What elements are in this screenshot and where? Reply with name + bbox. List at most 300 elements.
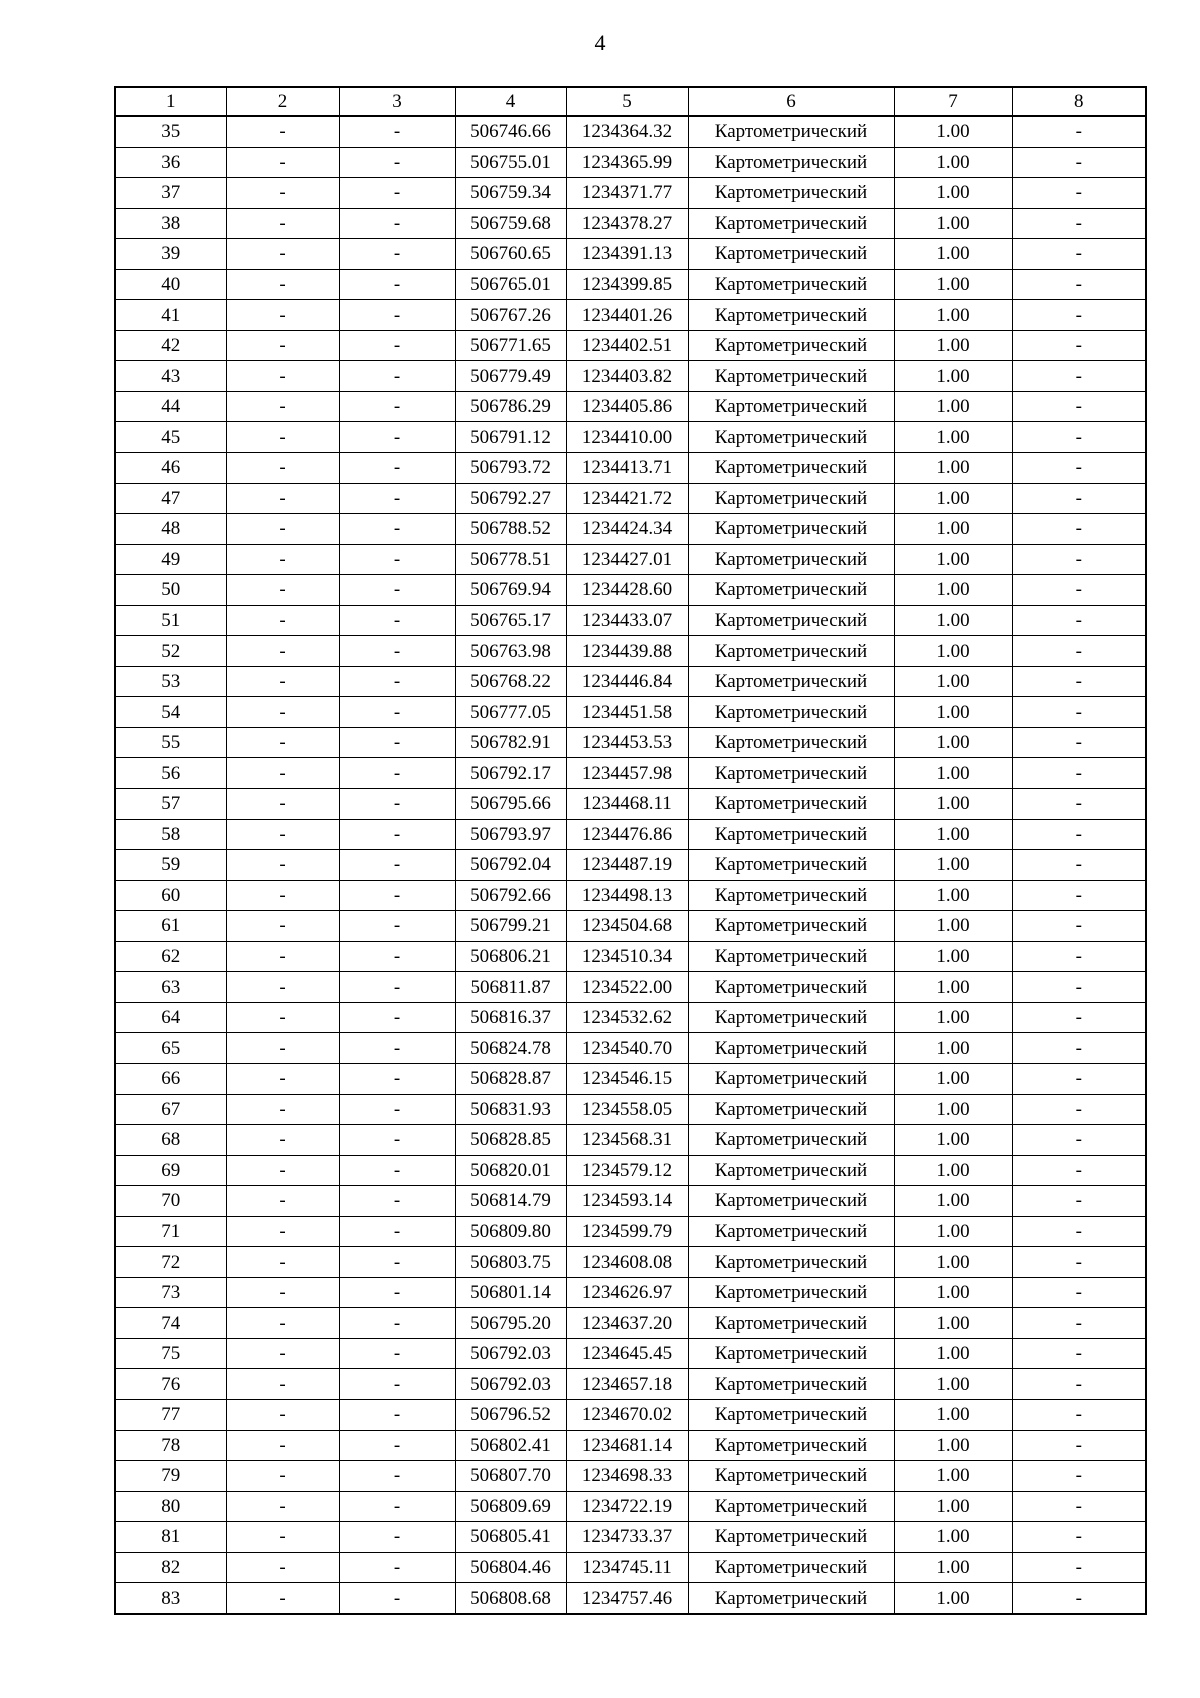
table-cell: Картометрический bbox=[688, 605, 894, 636]
table-cell: 1.00 bbox=[894, 605, 1012, 636]
table-cell: 74 bbox=[115, 1308, 226, 1339]
table-cell: - bbox=[1012, 1063, 1146, 1094]
table-cell: 1.00 bbox=[894, 697, 1012, 728]
table-cell: Картометрический bbox=[688, 911, 894, 942]
table-cell: 506765.17 bbox=[455, 605, 566, 636]
table-row bbox=[115, 147, 1146, 178]
table-cell: 1234681.14 bbox=[566, 1430, 688, 1461]
table-cell: - bbox=[339, 1461, 455, 1492]
table-cell: 75 bbox=[115, 1338, 226, 1369]
table-cell: - bbox=[339, 208, 455, 239]
table-cell: Картометрический bbox=[688, 789, 894, 820]
table-cell: 71 bbox=[115, 1216, 226, 1247]
table-cell: 1234645.45 bbox=[566, 1338, 688, 1369]
table-cell: - bbox=[339, 1186, 455, 1217]
table-row bbox=[115, 819, 1146, 850]
table-cell: Картометрический bbox=[688, 850, 894, 881]
table-cell: 70 bbox=[115, 1186, 226, 1217]
table-cell: 506802.41 bbox=[455, 1430, 566, 1461]
table-row bbox=[115, 1522, 1146, 1553]
table-cell: - bbox=[1012, 208, 1146, 239]
table-cell: - bbox=[1012, 1002, 1146, 1033]
table-cell: 1.00 bbox=[894, 300, 1012, 331]
table-body bbox=[115, 116, 1146, 1614]
table-cell: - bbox=[1012, 300, 1146, 331]
table-cell: Картометрический bbox=[688, 880, 894, 911]
table-cell: 506759.34 bbox=[455, 178, 566, 209]
table-cell: - bbox=[1012, 789, 1146, 820]
table-cell: - bbox=[226, 575, 339, 606]
table-row bbox=[115, 269, 1146, 300]
table-row bbox=[115, 575, 1146, 606]
table-cell: 506808.68 bbox=[455, 1583, 566, 1614]
table-cell: 55 bbox=[115, 727, 226, 758]
table-cell: 1234378.27 bbox=[566, 208, 688, 239]
table-cell: - bbox=[226, 453, 339, 484]
table-cell: 506786.29 bbox=[455, 391, 566, 422]
table-cell: - bbox=[1012, 330, 1146, 361]
table-row bbox=[115, 178, 1146, 209]
table-cell: 506803.75 bbox=[455, 1247, 566, 1278]
table-row bbox=[115, 727, 1146, 758]
table-cell: 1.00 bbox=[894, 544, 1012, 575]
table-cell: Картометрический bbox=[688, 1491, 894, 1522]
table-row bbox=[115, 1491, 1146, 1522]
table-row bbox=[115, 850, 1146, 881]
table-cell: 1234599.79 bbox=[566, 1216, 688, 1247]
table-cell: Картометрический bbox=[688, 1033, 894, 1064]
table-cell: - bbox=[339, 300, 455, 331]
table-cell: 506763.98 bbox=[455, 636, 566, 667]
table-cell: 81 bbox=[115, 1522, 226, 1553]
table-cell: - bbox=[1012, 819, 1146, 850]
table-row bbox=[115, 1002, 1146, 1033]
table-cell: 67 bbox=[115, 1094, 226, 1125]
table-cell: 62 bbox=[115, 941, 226, 972]
table-cell: 1234439.88 bbox=[566, 636, 688, 667]
table-cell: - bbox=[1012, 1186, 1146, 1217]
table-cell: Картометрический bbox=[688, 330, 894, 361]
table-cell: 1234579.12 bbox=[566, 1155, 688, 1186]
table-cell: 1234568.31 bbox=[566, 1125, 688, 1156]
table-cell: Картометрический bbox=[688, 1002, 894, 1033]
table-cell: - bbox=[226, 422, 339, 453]
table-cell: 1234402.51 bbox=[566, 330, 688, 361]
table-cell: Картометрический bbox=[688, 666, 894, 697]
table-cell: - bbox=[339, 514, 455, 545]
table-cell: 1.00 bbox=[894, 1430, 1012, 1461]
table-cell: Картометрический bbox=[688, 361, 894, 392]
table-cell: 1234532.62 bbox=[566, 1002, 688, 1033]
table-cell: 506778.51 bbox=[455, 544, 566, 575]
table-cell: Картометрический bbox=[688, 697, 894, 728]
table-cell: 1234657.18 bbox=[566, 1369, 688, 1400]
header-cell: 6 bbox=[688, 87, 894, 116]
table-cell: - bbox=[339, 636, 455, 667]
table-cell: - bbox=[1012, 1522, 1146, 1553]
table-cell: 1.00 bbox=[894, 819, 1012, 850]
table-cell: - bbox=[1012, 269, 1146, 300]
table-cell: 506799.21 bbox=[455, 911, 566, 942]
table-cell: 61 bbox=[115, 911, 226, 942]
table-row bbox=[115, 1186, 1146, 1217]
table-cell: - bbox=[1012, 575, 1146, 606]
table-cell: 1.00 bbox=[894, 1369, 1012, 1400]
table-cell: 1.00 bbox=[894, 789, 1012, 820]
table-cell: 1.00 bbox=[894, 422, 1012, 453]
table-cell: 506792.27 bbox=[455, 483, 566, 514]
table-cell: 506809.80 bbox=[455, 1216, 566, 1247]
table-cell: 1.00 bbox=[894, 330, 1012, 361]
table-cell: - bbox=[226, 208, 339, 239]
table-cell: - bbox=[339, 147, 455, 178]
table-cell: - bbox=[226, 544, 339, 575]
table-cell: Картометрический bbox=[688, 483, 894, 514]
table-cell: - bbox=[226, 1430, 339, 1461]
table-cell: - bbox=[339, 1002, 455, 1033]
table-cell: 506746.66 bbox=[455, 116, 566, 147]
table-cell: 79 bbox=[115, 1461, 226, 1492]
table-row bbox=[115, 880, 1146, 911]
table-cell: 1234399.85 bbox=[566, 269, 688, 300]
table-cell: Картометрический bbox=[688, 1186, 894, 1217]
table-cell: 1234698.33 bbox=[566, 1461, 688, 1492]
table-row bbox=[115, 1033, 1146, 1064]
table-cell: 1.00 bbox=[894, 1094, 1012, 1125]
table-cell: Картометрический bbox=[688, 1125, 894, 1156]
table-cell: 506807.70 bbox=[455, 1461, 566, 1492]
table-row bbox=[115, 1369, 1146, 1400]
table-cell: 1234457.98 bbox=[566, 758, 688, 789]
table-cell: 1.00 bbox=[894, 116, 1012, 147]
table-cell: 506792.17 bbox=[455, 758, 566, 789]
table-cell: - bbox=[1012, 1430, 1146, 1461]
table-cell: 506793.97 bbox=[455, 819, 566, 850]
table-cell: - bbox=[339, 1491, 455, 1522]
table-cell: - bbox=[339, 544, 455, 575]
table-cell: 506779.49 bbox=[455, 361, 566, 392]
table-cell: - bbox=[1012, 758, 1146, 789]
table-cell: Картометрический bbox=[688, 178, 894, 209]
table-cell: 1.00 bbox=[894, 1399, 1012, 1430]
table-cell: 1234558.05 bbox=[566, 1094, 688, 1125]
table-cell: Картометрический bbox=[688, 575, 894, 606]
table-row bbox=[115, 1094, 1146, 1125]
table-cell: 1.00 bbox=[894, 1491, 1012, 1522]
table-cell: - bbox=[1012, 453, 1146, 484]
table-cell: - bbox=[1012, 911, 1146, 942]
table-cell: 506792.03 bbox=[455, 1338, 566, 1369]
table-cell: 1.00 bbox=[894, 727, 1012, 758]
table-cell: - bbox=[339, 391, 455, 422]
table-cell: 506768.22 bbox=[455, 666, 566, 697]
table-cell: 1234522.00 bbox=[566, 972, 688, 1003]
table-cell: - bbox=[1012, 422, 1146, 453]
table-cell: - bbox=[1012, 605, 1146, 636]
table-cell: 1.00 bbox=[894, 1552, 1012, 1583]
table-cell: 1234428.60 bbox=[566, 575, 688, 606]
table-cell: - bbox=[226, 361, 339, 392]
table-cell: - bbox=[1012, 941, 1146, 972]
table-cell: 506788.52 bbox=[455, 514, 566, 545]
table-cell: 41 bbox=[115, 300, 226, 331]
table-cell: - bbox=[226, 850, 339, 881]
table-cell: 1234757.46 bbox=[566, 1583, 688, 1614]
table-cell: 1.00 bbox=[894, 208, 1012, 239]
table-cell: - bbox=[226, 239, 339, 270]
table-cell: 1.00 bbox=[894, 1186, 1012, 1217]
table-cell: 506755.01 bbox=[455, 147, 566, 178]
table-cell: 506828.85 bbox=[455, 1125, 566, 1156]
table-cell: 69 bbox=[115, 1155, 226, 1186]
table-cell: 1234401.26 bbox=[566, 300, 688, 331]
table-cell: - bbox=[1012, 850, 1146, 881]
table-cell: - bbox=[1012, 483, 1146, 514]
table-cell: 1234371.77 bbox=[566, 178, 688, 209]
table-cell: - bbox=[226, 636, 339, 667]
table-row bbox=[115, 697, 1146, 728]
table-cell: - bbox=[339, 575, 455, 606]
table-cell: 506806.21 bbox=[455, 941, 566, 972]
table-cell: 80 bbox=[115, 1491, 226, 1522]
table-cell: - bbox=[339, 605, 455, 636]
table-cell: 506820.01 bbox=[455, 1155, 566, 1186]
table-cell: 1234510.34 bbox=[566, 941, 688, 972]
table-cell: 506814.79 bbox=[455, 1186, 566, 1217]
table-cell: - bbox=[339, 972, 455, 1003]
table-cell: - bbox=[339, 727, 455, 758]
table-cell: - bbox=[339, 1308, 455, 1339]
table-cell: 66 bbox=[115, 1063, 226, 1094]
table-cell: 1.00 bbox=[894, 880, 1012, 911]
table-cell: - bbox=[339, 330, 455, 361]
table-cell: - bbox=[1012, 636, 1146, 667]
table-cell: 76 bbox=[115, 1369, 226, 1400]
table-cell: - bbox=[1012, 1094, 1146, 1125]
table-cell: 59 bbox=[115, 850, 226, 881]
table-cell: Картометрический bbox=[688, 1308, 894, 1339]
table-cell: 1234453.53 bbox=[566, 727, 688, 758]
table-cell: 506793.72 bbox=[455, 453, 566, 484]
table-cell: - bbox=[226, 880, 339, 911]
table-cell: - bbox=[226, 1461, 339, 1492]
table-cell: - bbox=[339, 880, 455, 911]
table-cell: 1234722.19 bbox=[566, 1491, 688, 1522]
table-cell: 1.00 bbox=[894, 1002, 1012, 1033]
table-cell: 1.00 bbox=[894, 1216, 1012, 1247]
header-cell: 8 bbox=[1012, 87, 1146, 116]
table-cell: 506792.04 bbox=[455, 850, 566, 881]
table-cell: - bbox=[226, 391, 339, 422]
table-cell: 56 bbox=[115, 758, 226, 789]
table-cell: Картометрический bbox=[688, 758, 894, 789]
table-cell: - bbox=[339, 1399, 455, 1430]
table-cell: 1.00 bbox=[894, 1063, 1012, 1094]
table-cell: Картометрический bbox=[688, 391, 894, 422]
table-cell: Картометрический bbox=[688, 1369, 894, 1400]
table-cell: - bbox=[226, 1338, 339, 1369]
table-cell: - bbox=[226, 1583, 339, 1614]
table-cell: - bbox=[339, 361, 455, 392]
table-cell: 63 bbox=[115, 972, 226, 1003]
table-cell: 1.00 bbox=[894, 514, 1012, 545]
table-cell: - bbox=[226, 147, 339, 178]
table-cell: - bbox=[226, 1216, 339, 1247]
table-cell: 1.00 bbox=[894, 575, 1012, 606]
table-cell: - bbox=[226, 1491, 339, 1522]
table-cell: Картометрический bbox=[688, 1522, 894, 1553]
table-cell: 506816.37 bbox=[455, 1002, 566, 1033]
table-cell: 506769.94 bbox=[455, 575, 566, 606]
table-cell: Картометрический bbox=[688, 941, 894, 972]
table-cell: - bbox=[226, 666, 339, 697]
table-cell: Картометрический bbox=[688, 544, 894, 575]
table-cell: - bbox=[339, 850, 455, 881]
table-cell: 48 bbox=[115, 514, 226, 545]
table-cell: 1.00 bbox=[894, 178, 1012, 209]
table-cell: Картометрический bbox=[688, 972, 894, 1003]
table-cell: 506795.66 bbox=[455, 789, 566, 820]
table-cell: 506777.05 bbox=[455, 697, 566, 728]
table-cell: - bbox=[339, 697, 455, 728]
table-row bbox=[115, 1338, 1146, 1369]
table-cell: 1234670.02 bbox=[566, 1399, 688, 1430]
table-cell: 1234410.00 bbox=[566, 422, 688, 453]
header-cell: 7 bbox=[894, 87, 1012, 116]
table-cell: - bbox=[226, 483, 339, 514]
table-cell: 43 bbox=[115, 361, 226, 392]
table-row bbox=[115, 300, 1146, 331]
table-cell: 46 bbox=[115, 453, 226, 484]
table-row bbox=[115, 1063, 1146, 1094]
table-cell: 506805.41 bbox=[455, 1522, 566, 1553]
table-row bbox=[115, 422, 1146, 453]
table-cell: 83 bbox=[115, 1583, 226, 1614]
table-cell: 506792.66 bbox=[455, 880, 566, 911]
table-cell: 506765.01 bbox=[455, 269, 566, 300]
table-cell: 39 bbox=[115, 239, 226, 270]
table-header bbox=[115, 87, 1146, 116]
table-cell: Картометрический bbox=[688, 514, 894, 545]
header-cell: 5 bbox=[566, 87, 688, 116]
table-cell: 1234451.58 bbox=[566, 697, 688, 728]
table-row bbox=[115, 116, 1146, 147]
table-row bbox=[115, 453, 1146, 484]
table-cell: 1.00 bbox=[894, 636, 1012, 667]
table-row bbox=[115, 361, 1146, 392]
table-cell: - bbox=[226, 1155, 339, 1186]
table-cell: 1.00 bbox=[894, 1033, 1012, 1064]
table-cell: - bbox=[1012, 1369, 1146, 1400]
table-cell: Картометрический bbox=[688, 1247, 894, 1278]
table-cell: - bbox=[226, 269, 339, 300]
table-cell: - bbox=[226, 758, 339, 789]
table-cell: - bbox=[339, 819, 455, 850]
table-cell: - bbox=[1012, 1491, 1146, 1522]
table-cell: - bbox=[339, 1552, 455, 1583]
table-row bbox=[115, 1461, 1146, 1492]
table-row bbox=[115, 1155, 1146, 1186]
table-cell: 1234433.07 bbox=[566, 605, 688, 636]
table-cell: Картометрический bbox=[688, 727, 894, 758]
table-row bbox=[115, 1552, 1146, 1583]
table-cell: 1.00 bbox=[894, 1247, 1012, 1278]
header-row bbox=[115, 87, 1146, 116]
table-cell: Картометрический bbox=[688, 300, 894, 331]
table-cell: Картометрический bbox=[688, 147, 894, 178]
table-cell: - bbox=[339, 1125, 455, 1156]
table-row bbox=[115, 758, 1146, 789]
table-cell: Картометрический bbox=[688, 1583, 894, 1614]
table-cell: 506771.65 bbox=[455, 330, 566, 361]
table-cell: - bbox=[1012, 391, 1146, 422]
table-row bbox=[115, 1277, 1146, 1308]
table-cell: 506801.14 bbox=[455, 1277, 566, 1308]
table-cell: 1234424.34 bbox=[566, 514, 688, 545]
table-cell: 35 bbox=[115, 116, 226, 147]
table-cell: 1234593.14 bbox=[566, 1186, 688, 1217]
table-cell: - bbox=[339, 1369, 455, 1400]
table-cell: - bbox=[226, 1002, 339, 1033]
table-row bbox=[115, 605, 1146, 636]
table-cell: - bbox=[1012, 116, 1146, 147]
table-cell: 37 bbox=[115, 178, 226, 209]
table-cell: 52 bbox=[115, 636, 226, 667]
table-cell: - bbox=[226, 819, 339, 850]
table-cell: - bbox=[339, 666, 455, 697]
table-cell: - bbox=[226, 1277, 339, 1308]
table-cell: - bbox=[339, 116, 455, 147]
table-cell: 506804.46 bbox=[455, 1552, 566, 1583]
table-cell: 1.00 bbox=[894, 850, 1012, 881]
table-cell: - bbox=[1012, 1552, 1146, 1583]
table-cell: - bbox=[226, 1186, 339, 1217]
table-row bbox=[115, 1125, 1146, 1156]
table-cell: - bbox=[1012, 880, 1146, 911]
table-cell: 78 bbox=[115, 1430, 226, 1461]
table-cell: 1.00 bbox=[894, 453, 1012, 484]
table-cell: - bbox=[1012, 514, 1146, 545]
table-cell: 1234733.37 bbox=[566, 1522, 688, 1553]
table-cell: Картометрический bbox=[688, 1155, 894, 1186]
table-cell: 506809.69 bbox=[455, 1491, 566, 1522]
table-cell: 1.00 bbox=[894, 391, 1012, 422]
table-cell: - bbox=[226, 178, 339, 209]
table-cell: 506795.20 bbox=[455, 1308, 566, 1339]
table-cell: 1.00 bbox=[894, 1155, 1012, 1186]
table-cell: 72 bbox=[115, 1247, 226, 1278]
table-cell: 73 bbox=[115, 1277, 226, 1308]
table-cell: - bbox=[1012, 1155, 1146, 1186]
header-cell: 1 bbox=[115, 87, 226, 116]
table-cell: Картометрический bbox=[688, 819, 894, 850]
table-cell: - bbox=[1012, 1125, 1146, 1156]
table-cell: - bbox=[339, 269, 455, 300]
table-cell: 1.00 bbox=[894, 1461, 1012, 1492]
table-cell: 1234504.68 bbox=[566, 911, 688, 942]
table-cell: 1234403.82 bbox=[566, 361, 688, 392]
table-row bbox=[115, 208, 1146, 239]
table-cell: - bbox=[226, 1125, 339, 1156]
table-cell: - bbox=[339, 789, 455, 820]
table-cell: - bbox=[1012, 361, 1146, 392]
table-cell: - bbox=[226, 1552, 339, 1583]
table-cell: - bbox=[226, 1399, 339, 1430]
table-cell: Картометрический bbox=[688, 116, 894, 147]
table-cell: 1.00 bbox=[894, 758, 1012, 789]
table-row bbox=[115, 666, 1146, 697]
table-cell: - bbox=[339, 239, 455, 270]
